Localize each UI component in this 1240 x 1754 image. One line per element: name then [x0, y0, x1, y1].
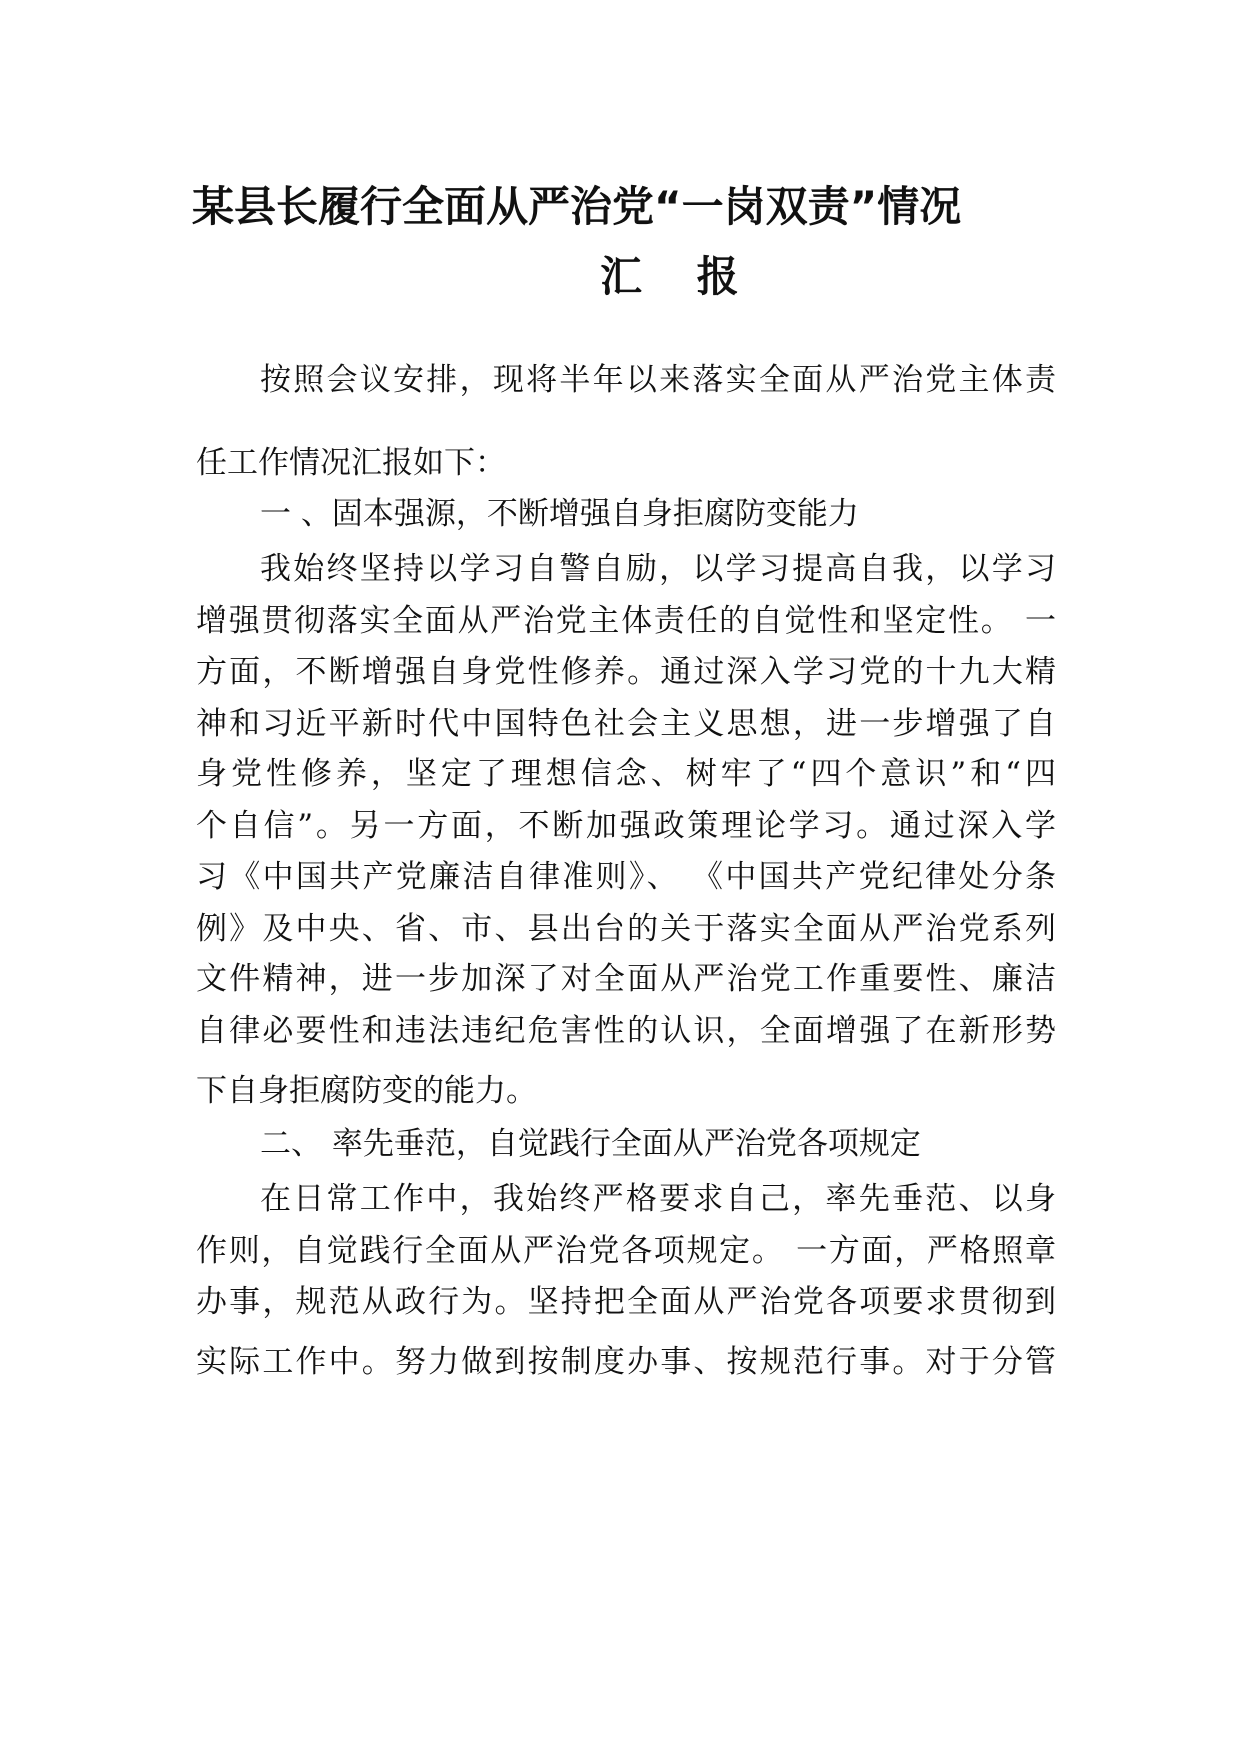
body-line: 下自身拒腐防变的能力。 [196, 1073, 537, 1109]
body-line: 方面，不断增强自身党性修养。通过深入学习党的十九大精 [196, 654, 1056, 690]
body-line: 例》及中央、省、市、县出台的关于落实全面从严治党系列 [196, 911, 1056, 947]
body-line: 我始终坚持以学习自警自励，以学习提高自我，以学习 [260, 551, 1056, 587]
body-line: 增强贯彻落实全面从严治党主体责任的自觉性和坚定性。 一 [196, 603, 1056, 639]
document-title-line-2: 汇 报 [600, 252, 759, 301]
body-line: 自律必要性和违法违纪危害性的认识，全面增强了在新形势 [196, 1013, 1056, 1049]
section-heading-2: 二、 率先垂范，自觉践行全面从严治党各项规定 [260, 1126, 921, 1162]
body-line: 习《中国共产党廉洁自律准则》、 《中国共产党纪律处分条 [196, 859, 1056, 895]
body-line: 身党性修养，坚定了理想信念、树牢了“四个意识”和“四 [196, 756, 1056, 792]
body-line: 实际工作中。努力做到按制度办事、按规范行事。对于分管 [196, 1344, 1056, 1380]
document-title-line-1: 某县长履行全面从严治党“一岗双责”情况 [192, 182, 962, 231]
body-line: 神和习近平新时代中国特色社会主义思想，进一步增强了自 [196, 706, 1056, 742]
body-line: 个自信”。另一方面，不断加强政策理论学习。通过深入学 [196, 808, 1056, 844]
body-line: 文件精神，进一步加深了对全面从严治党工作重要性、廉洁 [196, 961, 1056, 997]
body-line: 作则，自觉践行全面从严治党各项规定。 一方面，严格照章 [196, 1233, 1056, 1269]
body-line: 按照会议安排，现将半年以来落实全面从严治党主体责 [260, 362, 1056, 398]
body-line: 任工作情况汇报如下： [196, 445, 506, 481]
section-heading-1: 一 、固本强源，不断增强自身拒腐防变能力 [260, 496, 859, 532]
body-line: 办事，规范从政行为。坚持把全面从严治党各项要求贯彻到 [196, 1284, 1056, 1320]
body-line: 在日常工作中，我始终严格要求自己，率先垂范、以身 [260, 1181, 1056, 1217]
